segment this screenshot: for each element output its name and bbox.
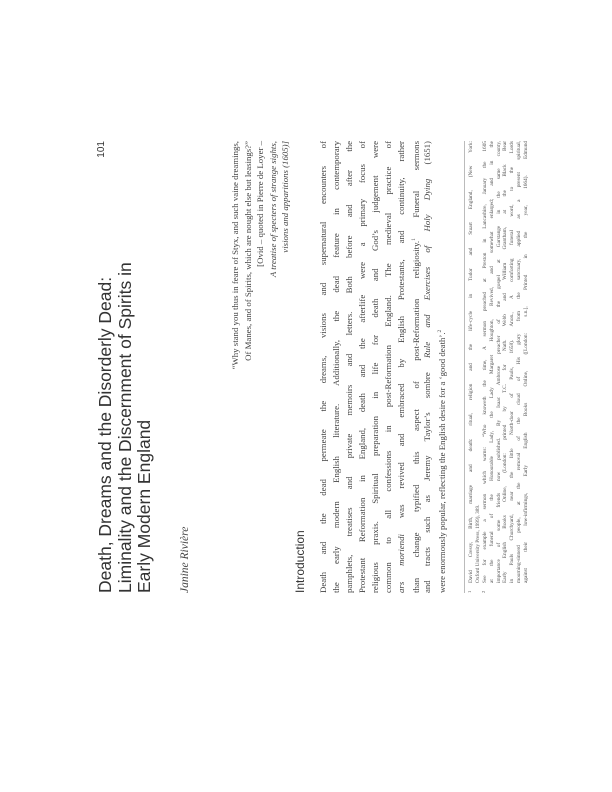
epigraph xyxy=(229,141,292,473)
body-text-run: was revived and embraced by English Protestants, and continuity, rather xyxy=(396,141,406,535)
body-text-run: (1651) xyxy=(422,141,432,179)
footnote-number: 2 xyxy=(480,590,486,593)
title-line: Early Modern England xyxy=(134,419,154,593)
footnote-line: at the funeral of the Honourable Lady, the Lady Margaret Houghton, Revived, and somewhat enlarged; and in the xyxy=(488,141,495,583)
italic-term: ars moriendi xyxy=(396,534,406,593)
footnote-ref[interactable]: 2 xyxy=(437,329,443,333)
body-line: religious praxis. Spiritual preparation in life for death and God’s judgement were xyxy=(370,141,380,593)
author-name: Janine Rivière xyxy=(179,526,191,593)
title-line: Death, Dreams and the Disorderly Dead: xyxy=(95,276,115,593)
body-line xyxy=(434,141,447,593)
epigraph-line: visions and apparitions (1605)] xyxy=(280,141,290,253)
epigraph-line: Of Manes, and of Spirits, which are nought else but leasings?” xyxy=(242,141,253,361)
body-paragraph xyxy=(317,141,447,593)
page-number: 101 xyxy=(96,141,107,158)
body-line xyxy=(395,141,408,593)
footnote-2 xyxy=(482,141,530,593)
body-line: Protestant Reformation in England, death and the afterlife were a primary focus of xyxy=(357,141,367,593)
rotated-page xyxy=(96,141,528,593)
epigraph-line: A treatise of specters of strange sights, xyxy=(267,141,278,278)
footnote-line: in Pauls Churchyard, near the little North-door of Pauls, 1658). Anon., A comforting funeral word, to the Lords xyxy=(509,141,516,583)
footnotes xyxy=(468,141,530,593)
footnote-line: See for example a sermon which warns: “Who knoweth the time, A sermon preached at Preston in Lancashire, January the 1605 xyxy=(481,141,488,583)
footnote-line: David Cressy, Birth, marriage and death: ritual, religion and the life-cycle in Tudor and Stuart England, (New York: xyxy=(468,141,474,583)
title-line: Liminality and the Discernment of Spirits in xyxy=(114,262,135,593)
italic-title: Rule and Exercises of Holy Dying xyxy=(422,178,432,358)
body-line xyxy=(421,141,434,593)
body-line: pamphlets, treatises and private memoirs and letters. Both before and after the xyxy=(344,141,354,593)
footnote-line: Oxford University Press, 1999), 389. xyxy=(474,504,481,583)
section-heading: Introduction xyxy=(293,530,307,593)
footnote-ref[interactable]: 1 xyxy=(411,238,417,241)
body-text-run: were enormously popular, reflecting the English desire for a ‘good death’. xyxy=(436,332,447,593)
epigraph-line: [Ovid – quoted in Pierre de Loyer – xyxy=(255,141,265,267)
chapter-title xyxy=(96,141,155,593)
body-text-run: and tracts such as Jeremy Taylor’s sombre xyxy=(422,358,432,593)
footnote-1 xyxy=(468,141,482,593)
body-text-run: Funeral sermons xyxy=(410,141,421,239)
footnote-line: Early English Books Online, (London: printed by T.C. for Nath. Webb and William Grantham, at the Black Bear xyxy=(502,141,509,583)
footnote-divider xyxy=(464,141,465,593)
body-line xyxy=(408,141,421,593)
body-text-run: than change typified this aspect of post-Reformation religiosity. xyxy=(410,240,421,593)
body-line: Death and the dead permeate the dreams, visions and supernatural encounters of xyxy=(318,141,328,593)
body-line: common to all confessions in post-Reformation England. The medieval practice of xyxy=(383,141,393,593)
footnote-number: 1 xyxy=(467,590,472,593)
footnote-line: against their low-infirmings, Early English Books Online, ([London: s.n.], Printed in the year, 1664). Edmund xyxy=(523,141,530,583)
footnote-line: mourning-sinnerd people, at the removal of the cloud of His glory from the sanctuary, applied as a present spiritual, xyxy=(516,141,523,583)
epigraph-line: “Why stand you thus in feare of Styx, and such vaine dreamings, xyxy=(230,141,240,370)
footnote-line: importance of some friends now published. By Isaac Ambrose preacher of the gospel at Garstange in the same county, xyxy=(495,141,502,583)
body-line: the early modern English literature. Additionally, the dead feature in contemporary xyxy=(331,141,341,593)
